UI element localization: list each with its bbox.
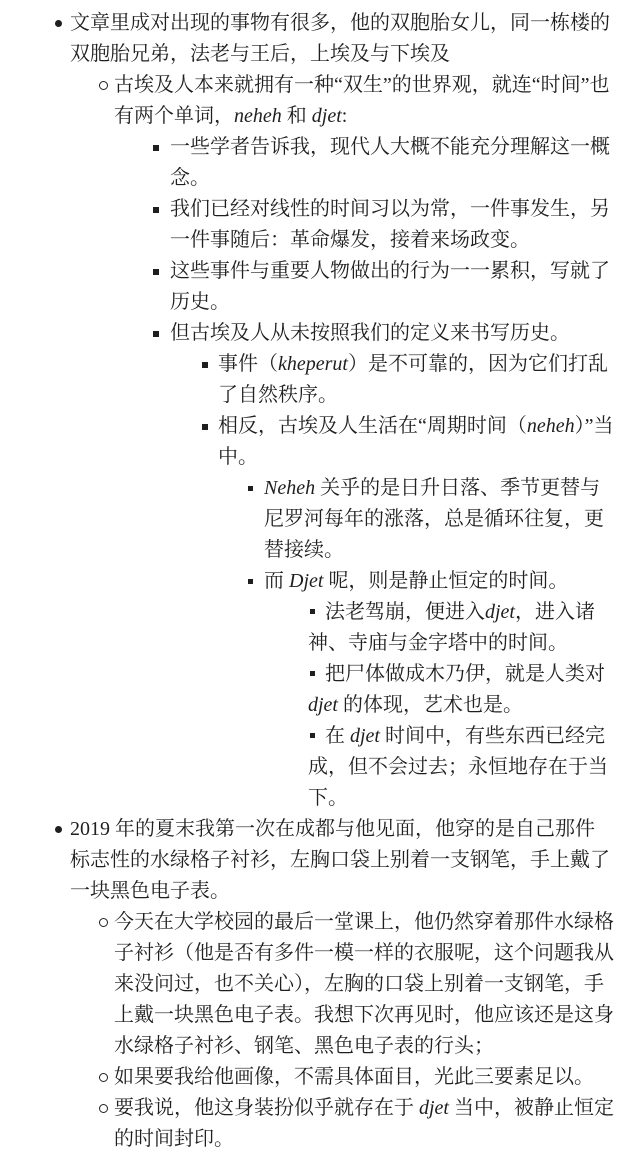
- item-text: [308, 725, 608, 809]
- bullet-square-icon: [248, 579, 253, 584]
- item-text: [70, 12, 610, 65]
- text-segment: 但古埃及人从未按照我们的定义来书写历史。: [170, 322, 570, 344]
- bullet-square-icon: [153, 269, 159, 275]
- list-item: [0, 70, 614, 132]
- item-text: [218, 415, 614, 468]
- outline: [0, 8, 614, 1155]
- text-segment: 事件（: [218, 353, 278, 375]
- item-text: [218, 353, 608, 406]
- item-text: [170, 322, 570, 344]
- list-item: [0, 473, 614, 566]
- list-item: [0, 597, 614, 659]
- text-segment: 和: [281, 105, 312, 127]
- bullet-disc-icon: [55, 826, 62, 833]
- list-item: [0, 132, 614, 194]
- list-item: [0, 1062, 614, 1093]
- item-text: [264, 570, 568, 592]
- item-text: [114, 911, 614, 1057]
- list-item: [0, 411, 614, 473]
- bullet-square-icon: [310, 733, 315, 738]
- text-segment: 文章里成对出现的事物有很多，他的双胞胎女儿，同一栋楼的双胞胎兄弟，法老与王后，上埃及与下埃及: [70, 12, 610, 65]
- list-item: [0, 721, 614, 814]
- italic-term: djet: [308, 694, 338, 716]
- bullet-square-icon: [202, 424, 208, 430]
- bullet-square-icon: [153, 331, 159, 337]
- text-segment: 关乎的是日升日落、季节更替与尼罗河每年的涨落，总是循环往复，更替接续。: [264, 477, 604, 561]
- italic-term: Djet: [289, 570, 324, 592]
- item-text: [114, 1097, 614, 1150]
- item-text: [114, 74, 610, 127]
- item-text: [170, 136, 610, 189]
- list-item: [0, 318, 614, 349]
- italic-term: neheh: [526, 415, 575, 437]
- italic-term: kheperut: [278, 353, 348, 375]
- bullet-square-icon: [153, 207, 159, 213]
- item-text: [170, 260, 610, 313]
- text-segment: 一些学者告诉我，现代人大概不能充分理解这一概念。: [170, 136, 610, 189]
- list-item: [0, 1093, 614, 1155]
- text-segment: ）”当中。: [218, 415, 614, 468]
- text-segment: 2019 年的夏末我第一次在成都与他见面，他穿的是自己那件标志性的水绿格子衬衫，左胸口袋上别着一支钢笔，手上戴了一块黑色电子表。: [70, 818, 610, 902]
- list-item: [0, 814, 614, 907]
- list-item: [0, 907, 614, 1062]
- item-text: [308, 601, 595, 654]
- bullet-circle-icon: [99, 1073, 108, 1082]
- bullet-circle-icon: [99, 1104, 108, 1113]
- item-text: [70, 818, 610, 902]
- text-segment: ）是不可靠的，因为它们打乱了自然秩序。: [218, 353, 608, 406]
- text-segment: 我们已经对线性的时间习以为常，一件事发生，另一件事随后：革命爆发，接着来场政变。: [170, 198, 610, 251]
- item-text: [264, 477, 604, 561]
- bullet-square-icon: [310, 671, 315, 676]
- text-segment: 时间中，有些东西已经完成，但不会过去；永恒地存在于当下。: [308, 725, 608, 809]
- italic-term: djet: [485, 601, 515, 623]
- text-segment: 呢，则是静止恒定的时间。: [323, 570, 569, 592]
- text-segment: 要我说，他这身装扮似乎就存在于: [114, 1097, 419, 1119]
- bullet-circle-icon: [99, 81, 108, 90]
- list-item: [0, 256, 614, 318]
- text-segment: 法老驾崩，便进入: [325, 601, 485, 623]
- list-item: [0, 659, 614, 721]
- italic-term: Neheh: [264, 477, 316, 499]
- bullet-square-icon: [310, 609, 315, 614]
- text-segment: 把尸体做成木乃伊，就是人类对: [325, 663, 605, 685]
- text-segment: 如果要我给他画像，不需具体面目，光此三要素足以。: [114, 1066, 594, 1088]
- text-segment: ，进入诸神、寺庙与金字塔中的时间。: [308, 601, 595, 654]
- bullet-square-icon: [153, 145, 159, 151]
- italic-term: djet: [350, 725, 380, 747]
- bullet-square-icon: [202, 362, 208, 368]
- item-text: [114, 1066, 594, 1088]
- bullet-square-icon: [248, 486, 253, 491]
- italic-term: djet: [311, 105, 342, 127]
- list-item: [0, 566, 614, 597]
- italic-term: djet: [419, 1097, 449, 1119]
- text-segment: 今天在大学校园的最后一堂课上，他仍然穿着那件水绿格子衬衫（他是否有多件一模一样的衣服呢，这个问题我从来没问过，也不关心），左胸的口袋上别着一支钢笔，手上戴一块黑色电子表。我想下次再见时，他应该还是这身水绿格子衬衫、钢笔、黑色电子表的行头；: [114, 911, 614, 1057]
- text-segment: 古埃及人本来就拥有一种“双生”的世界观，就连“时间”也有两个单词，: [114, 74, 610, 127]
- text-segment: 而: [264, 570, 289, 592]
- text-segment: 的体现，艺术也是。: [338, 694, 523, 716]
- list-item: [0, 8, 614, 70]
- text-segment: :: [341, 105, 348, 127]
- text-segment: 这些事件与重要人物做出的行为一一累积，写就了历史。: [170, 260, 610, 313]
- text-segment: 在: [325, 725, 350, 747]
- list-item: [0, 194, 614, 256]
- text-segment: 当中，被静止恒定的时间封印。: [114, 1097, 614, 1150]
- list-item: [0, 349, 614, 411]
- bullet-circle-icon: [99, 918, 108, 927]
- item-text: [308, 663, 605, 716]
- item-text: [170, 198, 610, 251]
- text-segment: 相反，古埃及人生活在“周期时间（: [218, 415, 527, 437]
- italic-term: neheh: [234, 105, 282, 127]
- bullet-disc-icon: [55, 20, 62, 27]
